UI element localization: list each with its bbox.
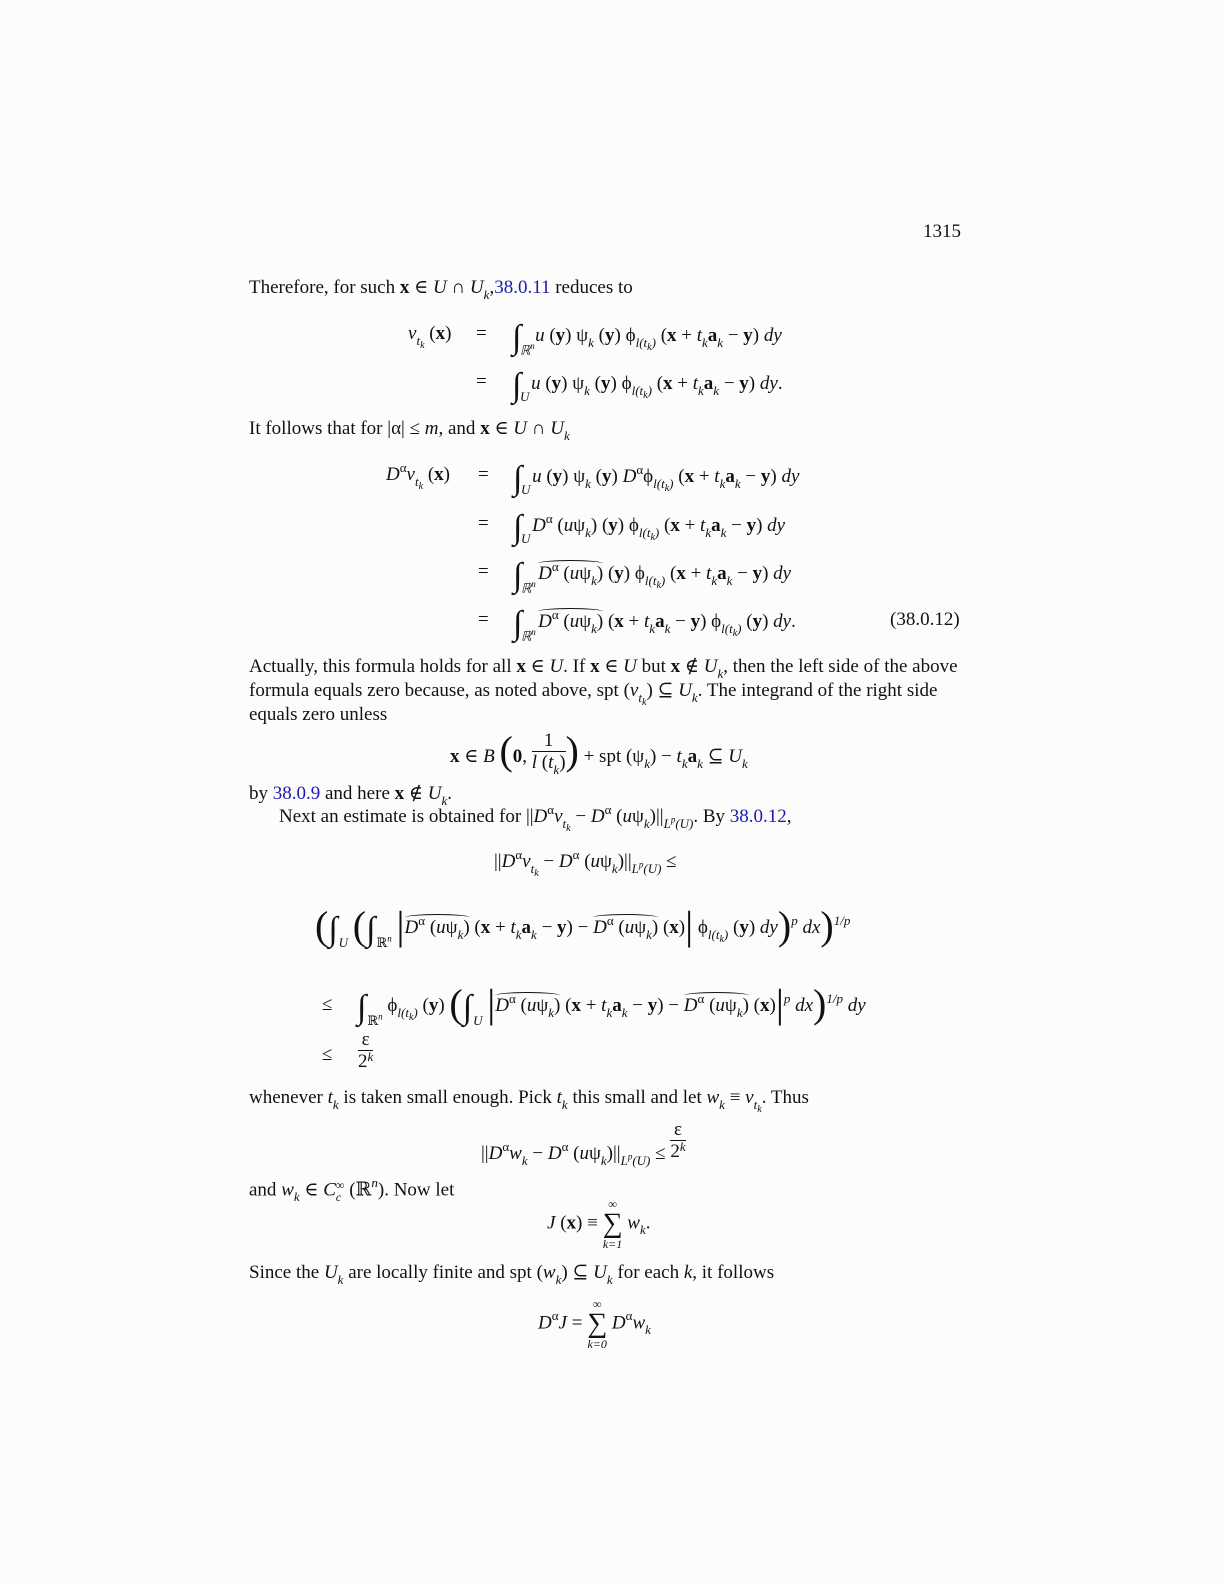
text-span: reduces to	[555, 277, 633, 298]
text-span: Therefore, for such	[249, 277, 396, 298]
equation-display: $D^\alpha J$ = ∞ ∑ k=0 $D^\alpha w_k$	[538, 1297, 651, 1351]
text-span: Actually, this formula holds for all	[249, 656, 512, 677]
text-span: , it follows	[692, 1262, 775, 1283]
text-span: It follows that for	[249, 418, 383, 439]
equation-rhs: ∫ U u (y) $\psi_k$ (y) $D^\alpha\phi_{l(t_k)}$ $(x + t_ka_k - y)$ dy	[513, 460, 800, 497]
paragraph-line: whenever $t_k$ is taken small enough. Pick $t_k$ this small and let $w_k \equiv v_{t_k}$. Thus	[249, 1087, 809, 1115]
equation-display: $||D^\alpha w_k - D^\alpha$ $(u\psi_k)||_{L^p(U)}$ ≤ $\frac{\varepsilon}{2^k}$	[481, 1119, 686, 1168]
text-span: Since the	[249, 1262, 320, 1283]
text-span: Next an estimate is obtained for	[279, 806, 522, 827]
equation-display: x ∈ B (0, $\frac{1}{l (t_k)}$ ) + spt $(\psi_k) - t_ka_k$ ⊆ $U_k$	[450, 728, 748, 778]
equation-lhs: $v_{t_k}$ (x)	[408, 323, 452, 351]
paragraph-line: Next an estimate is obtained for $||D^\alpha v_{t_k} - D^\alpha$ $(u\psi_k)||_{L^p(U)}$. By 38.0.12,	[279, 802, 792, 834]
text-span: and here	[325, 783, 390, 804]
paragraph-line: by 38.0.9 and here x ∉ $U_k$.	[249, 783, 452, 808]
text-span: is taken small enough. Pick	[343, 1087, 552, 1108]
text-span: but	[641, 656, 666, 677]
text-span: . By	[693, 806, 726, 827]
text-span: for each	[617, 1262, 680, 1283]
paragraph-line: Actually, this formula holds for all x ∈ U. If x ∈ U but x ∉ $U_k$, then the left side of the above	[249, 656, 958, 681]
equation-rhs: ∫ ℝ$^n$ $D^\alpha$ $(u\psi_k) (x + t_ka_k - y)$ $\phi_{l(t_k)}$ (y) dy.	[513, 605, 796, 644]
text-span: whenever	[249, 1087, 323, 1108]
equation-reference-link[interactable]: 38.0.11	[494, 277, 551, 298]
equation-lhs: $D^\alpha v_{t_k}$ (x)	[386, 460, 450, 492]
equation-reference-link[interactable]: 38.0.9	[272, 783, 321, 804]
text-span: . If	[563, 656, 586, 677]
text-span: . Thus	[761, 1087, 809, 1108]
text-span: are locally finite and spt	[348, 1262, 532, 1283]
page-number: 1315	[923, 221, 961, 242]
equation-rhs: ∫ U u (y) $\psi_k$ (y) $\phi_{l(t_k)}$ $(x + t_ka_k - y)$ dy.	[512, 367, 783, 404]
equation-display: $||D^\alpha v_{t_k} - D^\alpha$ $(u\psi_k)||_{L^p(U)}$ ≤	[494, 847, 677, 879]
paragraph-line: formula equals zero because, as noted above, spt $(v_{t_k})$ ⊆ $U_k$. The integrand of the right side	[249, 680, 938, 708]
text-span: and	[249, 1179, 277, 1201]
equation-reference-link[interactable]: 38.0.12	[729, 806, 787, 827]
equation-display: $\frac{\varepsilon}{2^k}$	[358, 1029, 374, 1072]
text-span: this small and let	[572, 1087, 702, 1108]
text-span: . The integrand of the right side	[697, 680, 938, 701]
paragraph-line: Therefore, for such x ∈ U ∩ $U_k,38.0.11$ reduces to	[249, 277, 633, 302]
text-span: . Now let	[384, 1179, 455, 1201]
paragraph-line: Since the $U_k$ are locally finite and spt $(w_k)$ ⊆ $U_k$ for each k, it follows	[249, 1262, 775, 1287]
text-span: by	[249, 783, 268, 804]
equation-display: ($\int_U$ ($\int_{ℝ^n}$ $|D^\alpha$ $(u\psi_k) (x + t_ka_k - y) - D^\alpha$ $(u\psi_k)$ (x)| $\phi_{l(t_k)}$ (y) dy)$^p$ dx)$^{1/p}$	[315, 903, 851, 950]
equation-display: $\int_{ℝ^n}$ $\phi_{l(t_k)}$ (y) ($\int_U$ $|D^\alpha$ $(u\psi_k) (x + t_ka_k - y) - D^\alpha$ $(u\psi_k)$ $(x)|^p$ dx)$^{1/p}$ dy	[357, 981, 866, 1028]
equation-label: (38.0.12)	[890, 609, 960, 630]
equation-rhs: ∫ U $D^\alpha$ $(u\psi_k)$ (y) $\phi_{l(t_k)}$ $(x + t_ka_k - y)$ dy	[513, 509, 786, 546]
page: 1315 Therefore, for such x ∈ U ∩ $U_k,38.0.11$ reduces to $v_{t_k}$ (x) = ∫ ℝ$^n$ u (y) $\psi_k$ (y) $\phi_{l(t_k)}$ $(x + t_ka_k - y)$ dy = ∫ U u (y) $\psi_k$ (y) $\phi_{l(t_k)}$ $(x + t_ka_k - y)$ dy. It follows that for |α| ≤ m, and x ∈ U ∩ $U_k$ $D^\alpha v_{t_k}$ (x) = ∫ U u (y) $\psi_k$ (y) $D^\alpha\phi_{l(t_k)}$ $(x + t_ka_k - y)$ dy = ∫ U $D^\alpha$ $(u\psi_k)$ (y) $\phi_{l(t_k)}$ $(x + t_ka_k - y)$ dy = ∫ ℝ$^n$ $D^\alpha$ $(u\psi_k)$ (y) $\phi_{l(t_k)}$ $(x + t_ka_k - y)$ dy = ∫ ℝ$^n$ $D^\alpha$ $(u\psi_k) (x + t_ka_k - y)$ $\phi_{l(t_k)}$ (y) dy. (38.0.12) Actually, this formula holds for all x ∈ U. If x ∈ U but x ∉ $U_k$, then the left side of the above formula equals zero because, as noted above, spt $(v_{t_k})$ ⊆ $U_k$. The integrand of the right side equals zero unless x ∈ B (0, $\frac{1}{l (t_k)}$ ) + spt $(\psi_k) - t_ka_k$ ⊆ $U_k$ by 38.0.9 and here x ∉ $U_k$. Next an estimate is obtained for $||D^\alpha v_{t_k} - D^\alpha$ $(u\psi_k)||_{L^p(U)}$. By 38.0.12, $||D^\alpha v_{t_k} - D^\alpha$ $(u\psi_k)||_{L^p(U)}$ ≤ ($\int_U$ ($\int_{ℝ^n}$ $|D^\alpha$ $(u\psi_k) (x + t_ka_k - y) - D^\alpha$ $(u\psi_k)$ (x)| $\phi_{l(t_k)}$ (y) dy)$^p$ dx)$^{1/p}$ ≤ $\int_{ℝ^n}$ $\phi_{l(t_k)}$ (y) ($\int_U$ $|D^\alpha$ $(u\psi_k) (x + t_ka_k - y) - D^\alpha$ $(u\psi_k)$ $(x)|^p$ dx)$^{1/p}$ dy ≤ $\frac{\varepsilon}{2^k}$ whenever $t_k$ is taken small enough. Pick $t_k$ this small and let $w_k \equiv v_{t_k}$. Thus $||D^\alpha w_k - D^\alpha$ $(u\psi_k)||_{L^p(U)}$ ≤ $\frac{\varepsilon}{2^k}$ and $w_k$ ∈ C ∞ c (ℝ$^n$). Now let J (x) ≡ ∞ ∑ k=1 $w_k$. Since the $U_k$ are locally finite and spt $(w_k)$ ⊆ $U_k$ for each k, it follows $D^\alpha J$ = ∞ ∑ k=0 $D^\alpha w_k$	[0, 0, 1224, 1584]
paragraph-line: equals zero unless	[249, 704, 388, 725]
equation-rhs: ∫ ℝ$^n$ u (y) $\psi_k$ (y) $\phi_{l(t_k)}$ $(x + t_ka_k - y)$ dy	[512, 319, 782, 358]
equation-rhs: ∫ ℝ$^n$ $D^\alpha$ $(u\psi_k)$ (y) $\phi_{l(t_k)}$ $(x + t_ka_k - y)$ dy	[513, 557, 792, 596]
equation-display: J (x) ≡ ∞ ∑ k=1 $w_k$.	[547, 1197, 651, 1251]
text-span: formula equals zero because, as noted above, spt	[249, 680, 619, 701]
paragraph-line: It follows that for |α| ≤ m, and x ∈ U ∩ $U_k$	[249, 418, 570, 443]
text-span: , then the left side of the above	[723, 656, 958, 677]
text-span: and	[448, 418, 476, 439]
paragraph-line: and $w_k$ ∈ C ∞ c (ℝ$^n$). Now let	[249, 1175, 455, 1205]
